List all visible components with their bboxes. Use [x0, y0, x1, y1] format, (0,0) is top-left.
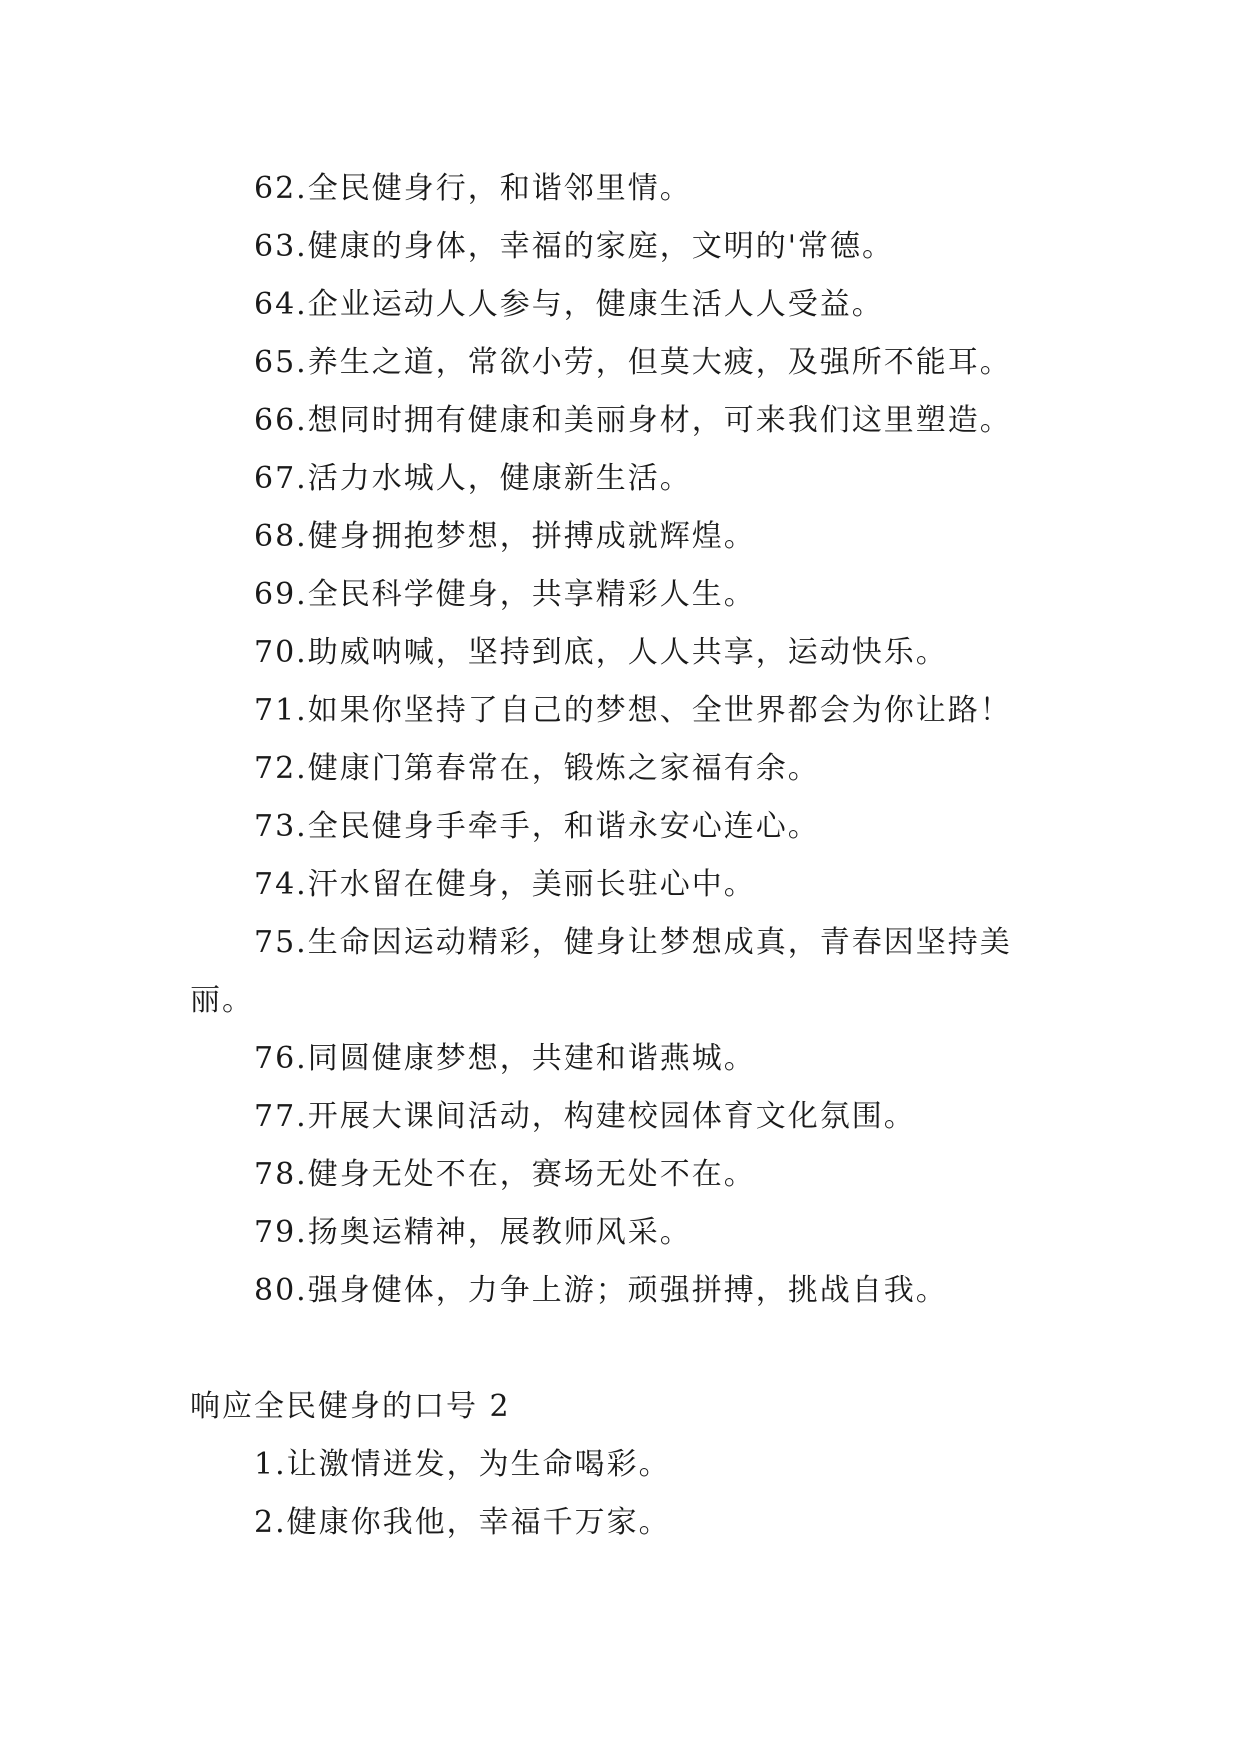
slogan-item: 74.汗水留在健身，美丽长驻心中。: [254, 867, 756, 902]
slogan-item: 72.健康门第春常在，锻炼之家福有余。: [254, 751, 820, 786]
slogan-item: 68.健身拥抱梦想，拼搏成就辉煌。: [254, 519, 756, 554]
slogan-item: 77.开展大课间活动，构建校园体育文化氛围。: [254, 1099, 916, 1134]
slogan-item: 62.全民健身行，和谐邻里情。: [254, 171, 692, 206]
slogan-item: 69.全民科学健身，共享精彩人生。: [254, 577, 756, 612]
section-heading: 响应全民健身的口号 2: [190, 1389, 511, 1424]
slogan-item: 76.同圆健康梦想，共建和谐燕城。: [254, 1041, 756, 1076]
slogan-item: 75.生命因运动精彩，健身让梦想成真，青春因坚持美丽。: [190, 925, 1012, 1018]
slogan-item: 80.强身健体，力争上游；顽强拼搏，挑战自我。: [254, 1273, 948, 1308]
slogan-item: 67.活力水城人，健康新生活。: [254, 461, 692, 496]
slogan-item: 63.健康的身体，幸福的家庭，文明的'常德。: [254, 229, 894, 264]
slogan-item: 71.如果你坚持了自己的梦想、全世界都会为你让路！: [254, 693, 1012, 728]
slogan-item: 66.想同时拥有健康和美丽身材，可来我们这里塑造。: [254, 403, 1012, 438]
slogan-item: 70.助威呐喊，坚持到底，人人共享，运动快乐。: [254, 635, 948, 670]
slogan-item: 79.扬奥运精神，展教师风采。: [254, 1215, 692, 1250]
slogan-item: 78.健身无处不在，赛场无处不在。: [254, 1157, 756, 1192]
slogan-item: 1.让激情迸发，为生命喝彩。: [254, 1447, 671, 1482]
slogan-item: 73.全民健身手牵手，和谐永安心连心。: [254, 809, 820, 844]
section-spacer: [190, 1320, 1060, 1378]
slogan-item: 2.健康你我他，幸福千万家。: [254, 1505, 671, 1540]
slogan-item: 65.养生之道，常欲小劳，但莫大疲，及强所不能耳。: [254, 345, 1012, 380]
document-body: [190, 160, 1060, 1552]
slogan-item: 64.企业运动人人参与，健康生活人人受益。: [254, 287, 884, 322]
